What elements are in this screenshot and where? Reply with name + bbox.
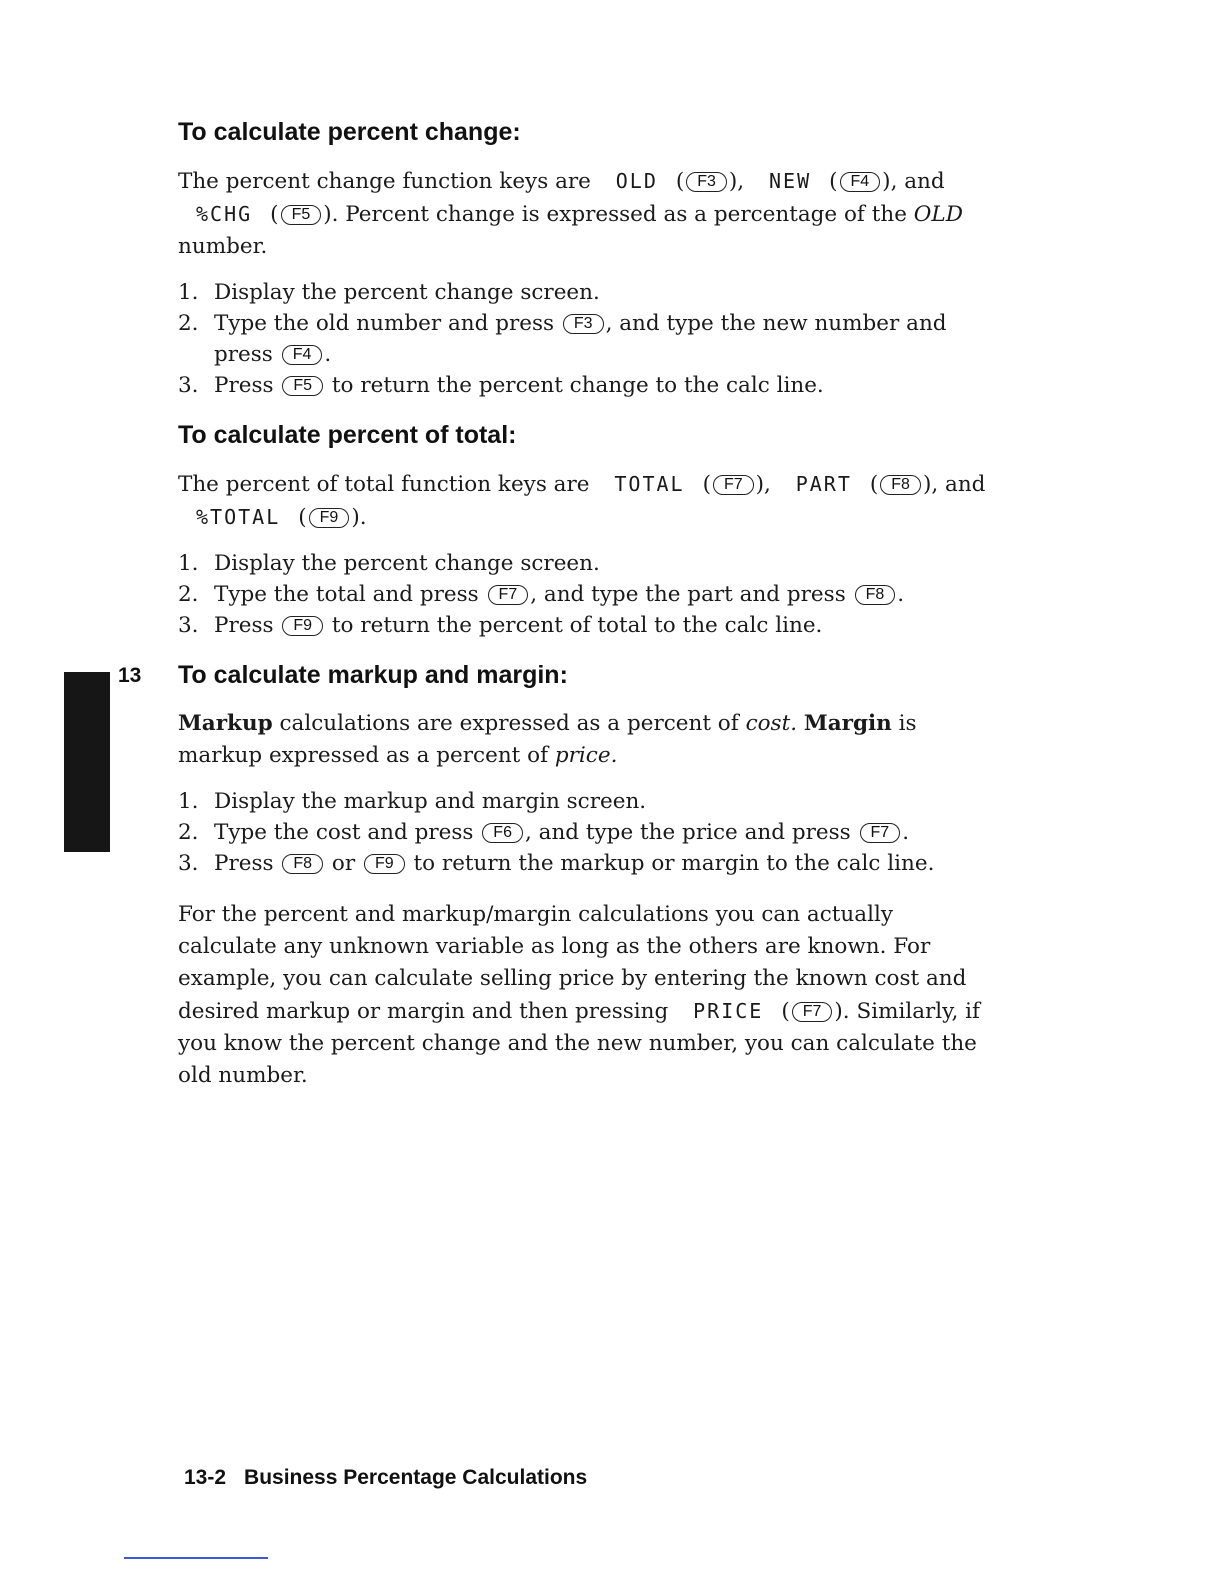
markup-margin-steps (178, 786, 998, 879)
list-item: 1. Display the percent change screen. (178, 280, 600, 305)
key-f4: F4 (840, 172, 881, 192)
list-item: 3. Press F9 to return the percent of total to the calc line. (178, 613, 823, 638)
list-item: 3. Press F8 or F9 to return the markup or margin to the calc line. (178, 851, 935, 876)
closing-paragraph: For the percent and markup/margin calculations you can actually calculate any unknown variable as long as the others are known. For example, you can calculate selling price by entering the known cost and desired markup or margin and then pressing PRICE ( F7 ). Similarly, if you know the percent change and the new number, you can calculate the old number. (178, 902, 980, 1088)
bottom-rule (124, 1557, 268, 1559)
list-item: 1. Display the percent change screen. (178, 551, 600, 576)
lcd-label-part: PART (795, 472, 852, 496)
key-f3: F3 (563, 314, 604, 334)
key-f7: F7 (488, 585, 529, 605)
list-item: 3. Press F5 to return the percent change to the calc line. (178, 373, 824, 398)
key-f8: F8 (282, 854, 323, 874)
key-f8: F8 (855, 585, 896, 605)
list-item: 2. Type the total and press F7 , and type the part and press F8 . (178, 582, 905, 607)
key-f3: F3 (686, 172, 727, 192)
key-f9: F9 (364, 854, 405, 874)
chapter-tab-number: 13 (118, 664, 142, 687)
heading-percent-change: To calculate percent change: (178, 118, 521, 146)
section-percent-change (178, 118, 998, 401)
key-f5: F5 (282, 376, 323, 396)
heading-percent-total: To calculate percent of total: (178, 421, 517, 449)
lcd-label-new: NEW (768, 169, 812, 193)
section-markup-margin (178, 661, 998, 1092)
key-f9: F9 (282, 616, 323, 636)
key-f7: F7 (792, 1002, 833, 1022)
key-f6: F6 (482, 823, 523, 843)
lcd-label-price: PRICE (693, 999, 764, 1023)
key-f9: F9 (309, 508, 350, 528)
chapter-tab-marker (64, 672, 110, 852)
lcd-label-chg: %CHG (196, 202, 253, 226)
percent-total-steps (178, 548, 998, 641)
percent-change-intro: The percent change function keys are OLD ( F3 ), NEW ( F4 ), and %CHG ( F5 ). Percent change is expressed as a percentage of the OLD number. (178, 169, 963, 259)
percent-total-intro: The percent of total function keys are TOTAL ( F7 ), PART ( F8 ), and %TOTAL ( F9 ). (178, 472, 986, 530)
lcd-label-total: TOTAL (614, 472, 685, 496)
lcd-label-ptotal: %TOTAL (196, 505, 281, 529)
key-f5: F5 (281, 205, 322, 225)
page-content (178, 118, 998, 1098)
footer-page-number: 13-2 (184, 1466, 227, 1489)
key-f7: F7 (713, 475, 754, 495)
key-f8: F8 (880, 475, 921, 495)
key-f4: F4 (282, 345, 323, 365)
list-item: 2. Type the old number and press F3 , and type the new number and press F4 . (178, 311, 947, 367)
list-item: 1. Display the markup and margin screen. (178, 789, 647, 814)
heading-markup-margin: To calculate markup and margin: (178, 661, 568, 689)
markup-margin-intro: Markup calculations are expressed as a percent of cost. Margin is markup expressed as a percent of price. (178, 711, 917, 768)
key-f7: F7 (860, 823, 901, 843)
page-footer (184, 1466, 587, 1490)
footer-chapter-title: Business Percentage Calculations (244, 1466, 588, 1489)
percent-change-steps (178, 277, 998, 401)
section-percent-total (178, 421, 998, 641)
lcd-label-old: OLD (615, 169, 658, 193)
list-item: 2. Type the cost and press F6 , and type the price and press F7 . (178, 820, 910, 845)
